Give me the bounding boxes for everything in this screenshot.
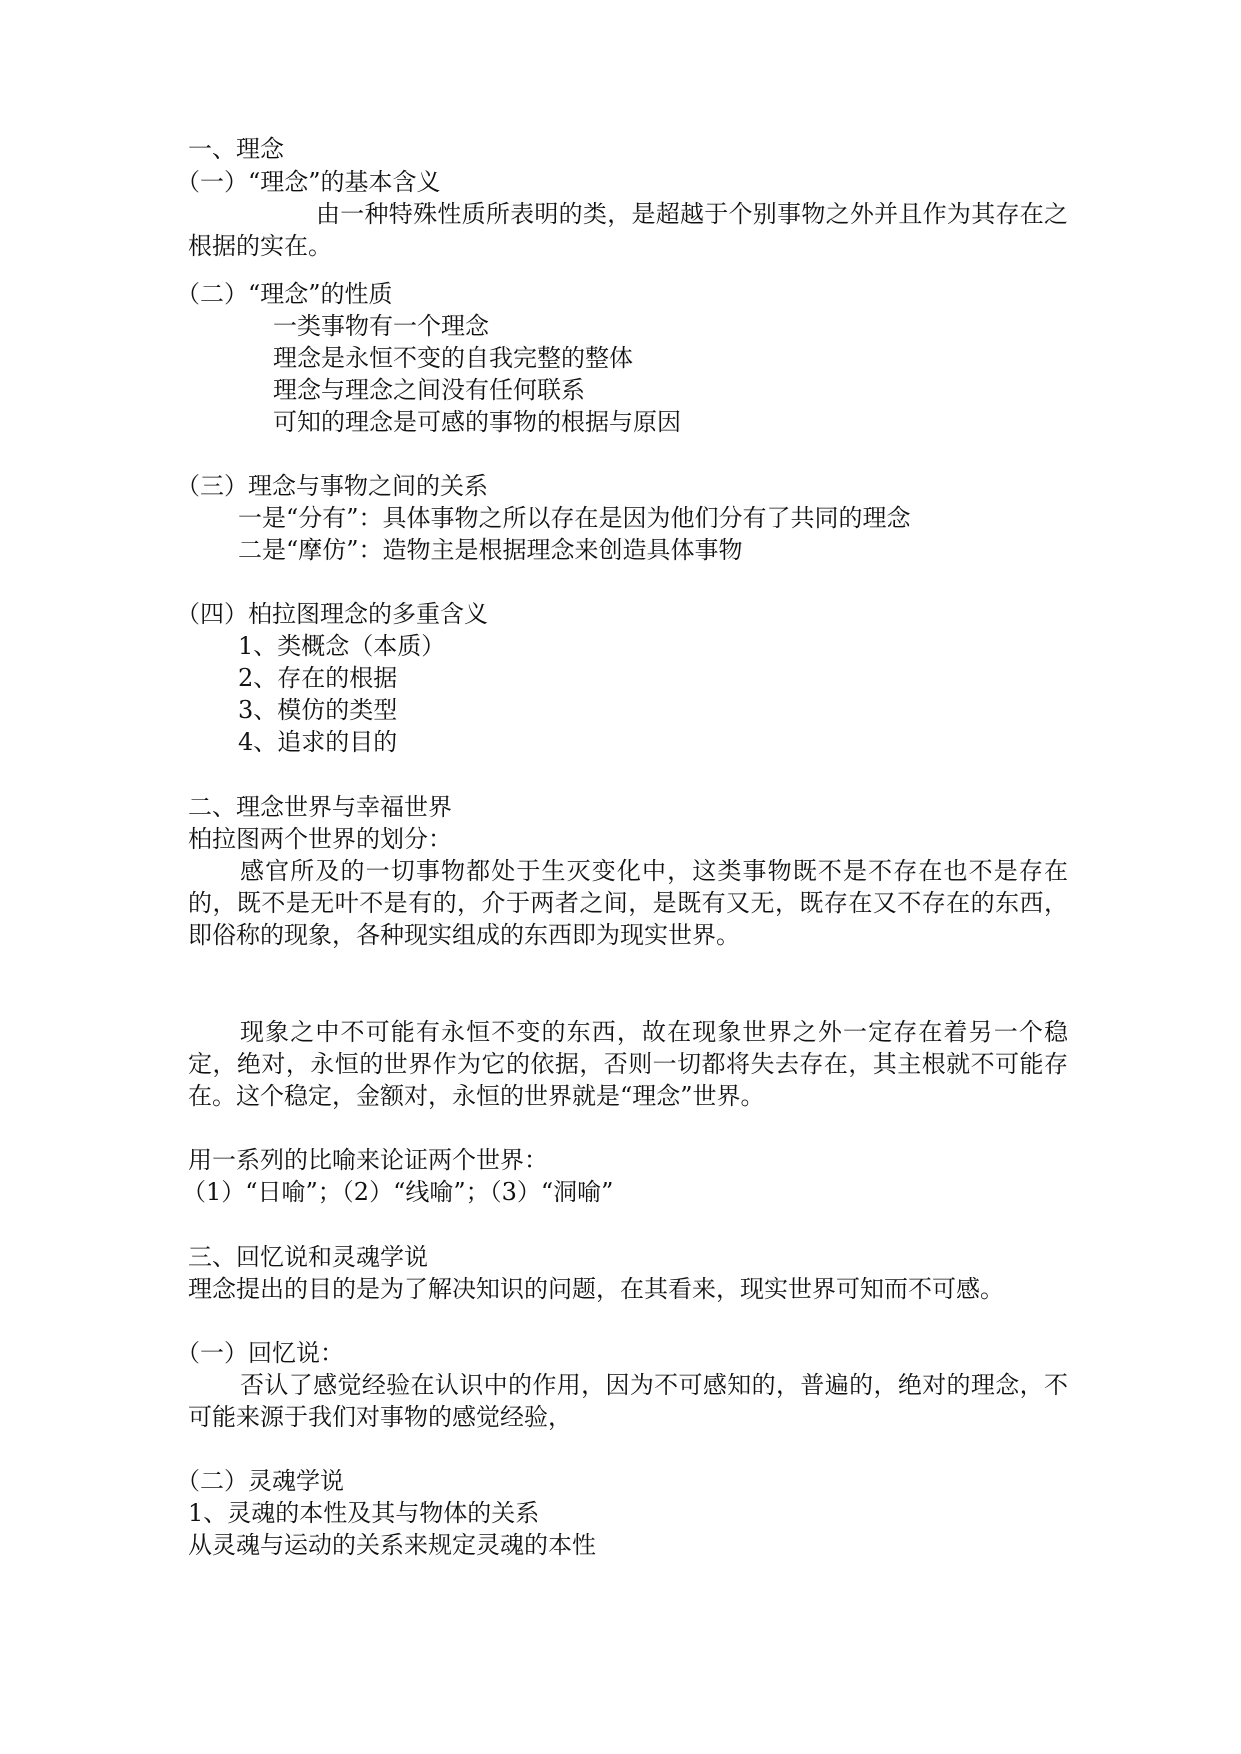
section-1-sub-3-title: （三）理念与事物之间的关系 [176, 472, 488, 500]
list-item: 4、追求的目的 [238, 728, 398, 756]
section-1-sub-1-paragraph: 由一种特殊性质所表明的类，是超越于个别事物之外并且作为其存在之根据的实在。 [188, 200, 1068, 260]
section-2-paragraph-2: 现象之中不可能有永恒不变的东西，故在现象世界之外一定存在着另一个稳定，绝对，永恒的世界作为它的依据，否则一切都将失去存在，其主根就不可能存在。这个稳定，金额对，永恒的世界就是“理念”世界。 [188, 1018, 1068, 1110]
section-3-sub-2-text: 从灵魂与运动的关系来规定灵魂的本性 [188, 1531, 596, 1559]
section-2-metaphor-intro: 用一系列的比喻来论证两个世界： [188, 1146, 548, 1174]
list-item: 3、模仿的类型 [238, 696, 398, 724]
list-item: 理念是永恒不变的自我完整的整体 [273, 344, 633, 372]
section-1-sub-1-title: （一）“理念”的基本含义 [176, 168, 441, 196]
section-1-heading: 一、理念 [188, 135, 284, 163]
section-2-metaphors: （1）“日喻”；（2）“线喻”；（3）“洞喻” [182, 1178, 614, 1206]
list-item: 一类事物有一个理念 [273, 312, 489, 340]
list-item: 1、类概念（本质） [238, 632, 446, 660]
section-3-sub-2-title: （二）灵魂学说 [176, 1467, 344, 1495]
list-item: 理念与理念之间没有任何联系 [273, 376, 585, 404]
list-item: 2、存在的根据 [238, 664, 398, 692]
section-2-paragraph-1: 感官所及的一切事物都处于生灭变化中，这类事物既不是不存在也不是存在的，既不是无叶不是有的，介于两者之间，是既有又无，既存在又不存在的东西，即俗称的现象，各种现实组成的东西即为现实世界。 [188, 857, 1068, 949]
section-3-sub-1-paragraph: 否认了感觉经验在认识中的作用，因为不可感知的，普遍的，绝对的理念，不可能来源于我们对事物的感觉经验， [188, 1371, 1068, 1431]
list-item: 可知的理念是可感的事物的根据与原因 [273, 408, 681, 436]
section-3-sub-1-title: （一）回忆说： [176, 1339, 344, 1367]
list-item: 一是“分有”：具体事物之所以存在是因为他们分有了共同的理念 [238, 504, 911, 532]
section-1-sub-4-title: （四）柏拉图理念的多重含义 [176, 600, 488, 628]
section-3-sub-2-point: 1、灵魂的本性及其与物体的关系 [188, 1499, 540, 1527]
section-2-heading: 二、理念世界与幸福世界 [188, 793, 452, 821]
section-1-sub-2-title: （二）“理念”的性质 [176, 280, 393, 308]
section-3-heading: 三、回忆说和灵魂学说 [188, 1243, 428, 1271]
list-item: 二是“摩仿”：造物主是根据理念来创造具体事物 [238, 536, 743, 564]
section-2-intro: 柏拉图两个世界的划分： [188, 825, 452, 853]
section-3-intro: 理念提出的目的是为了解决知识的问题，在其看来，现实世界可知而不可感。 [188, 1275, 1004, 1303]
